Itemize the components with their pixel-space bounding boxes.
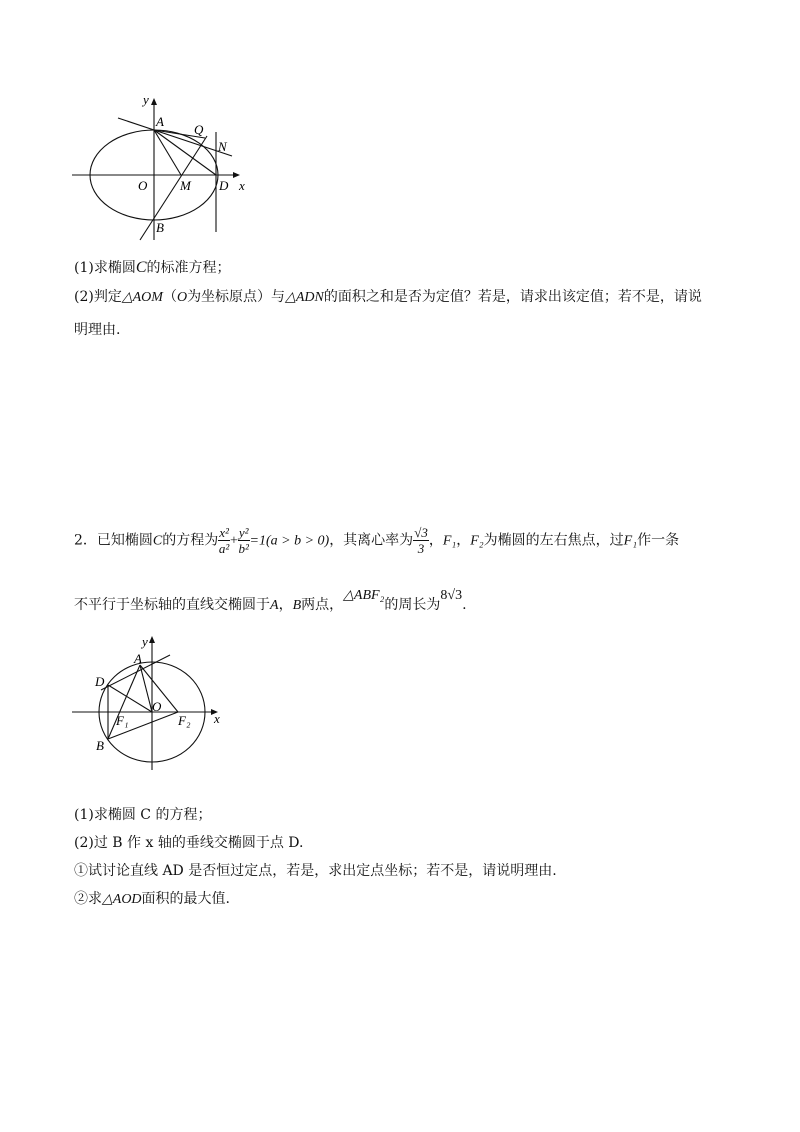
eq-plus: +: [229, 533, 238, 549]
p2-question-2-1: ①试讨论直线 AD 是否恒过定点，若是，求出定点坐标；若不是，请说明理由.: [74, 863, 557, 879]
p2-question-1: (1)求椭圆 C 的方程；: [74, 807, 212, 823]
p2-var-c: C: [152, 533, 163, 549]
fraction-eccentricity: $\frac{√3}{3}$: [414, 525, 428, 556]
p2-line2-a: 不平行于坐标轴的直线交椭圆于: [74, 597, 270, 613]
p1-q2-tri1: △AOM: [121, 290, 163, 305]
p2-stem-line1: [74, 526, 679, 555]
line-bq: [140, 136, 207, 240]
p1-q1-text-b: 的标准方程；: [146, 260, 231, 276]
label-a: A: [156, 114, 164, 129]
label-m: M: [180, 178, 191, 193]
label-b: B: [156, 220, 164, 235]
p2-line2-comma: ，: [278, 597, 293, 613]
y-arrow: [151, 98, 157, 105]
p1-q2-text-a: 判定: [93, 289, 122, 305]
label-n: N: [218, 139, 227, 154]
ellipse-figure-1: [60, 88, 260, 248]
p2-text-d: ，: [428, 532, 443, 549]
p2-q22-tri: △AOD: [102, 892, 142, 907]
eq-rhs: =1(a > b > 0): [249, 533, 330, 549]
ellipse-figure-2: [60, 628, 240, 778]
line-an: [118, 118, 232, 156]
p2-text-e: 为椭圆的左右焦点，过: [483, 532, 624, 549]
label2-f2: F₂: [178, 713, 191, 728]
label-q: Q: [194, 122, 204, 137]
label-d: D: [219, 178, 229, 193]
p1-q2-text-c: 的面积之和是否为定值？若是，请求出该定值；若不是，请说: [323, 289, 702, 305]
p2-pt-b: B: [292, 598, 302, 613]
p1-q2-paren: （: [162, 289, 177, 305]
p2-f1b: F₁: [623, 533, 638, 549]
p1-question-1: [74, 260, 231, 276]
label-y: y: [143, 92, 149, 107]
p1-q2-text-b: 为坐标原点）与: [187, 289, 286, 305]
p1-q1-var: C: [135, 259, 147, 276]
p2-perimeter: 8√3: [440, 588, 463, 603]
p2-text-a: 已知椭圆: [96, 532, 153, 549]
fraction-x2-a2: $\frac{\text{x²}}{\text{a²}}$: [218, 525, 230, 556]
p2-tri: △ABF₂: [343, 588, 385, 603]
p2-line2-b: 两点，: [301, 597, 344, 613]
p1-q1-num: (1): [74, 260, 94, 276]
p1-q2-text-d: 明理由.: [74, 322, 121, 338]
p2-q22-b: 面积的最大值.: [141, 891, 230, 907]
p2-f1: F₁: [442, 533, 457, 549]
p2-comma: ，: [456, 532, 471, 549]
p2-text-b: 的方程为: [162, 532, 219, 549]
p1-question-2-cont: [74, 323, 120, 337]
label2-b: B: [96, 738, 104, 753]
p1-q2-var-o: O: [176, 290, 188, 305]
p2-question-2: (2)过 B 作 x 轴的垂线交椭圆于点 D.: [74, 835, 304, 851]
p1-q2-tri2: △ADN: [285, 290, 324, 305]
p1-q2-num: (2): [74, 289, 94, 305]
segment-am: [154, 130, 181, 175]
label-o: O: [138, 178, 148, 193]
label2-a: A: [134, 651, 142, 666]
p2-line2-c: 的周长为: [384, 597, 441, 613]
p2-text-c: ，其离心率为: [329, 532, 414, 549]
label-x: x: [239, 178, 245, 193]
p2-line2-end: .: [462, 597, 467, 613]
p2-stem-line2: [74, 588, 467, 613]
p2-question-2-2: [74, 892, 230, 907]
p2-number: 2．: [74, 532, 97, 549]
label2-d: D: [95, 674, 105, 689]
label2-o: O: [152, 699, 162, 714]
y-arrow-2: [149, 636, 155, 643]
p2-f2: F₂: [470, 533, 484, 549]
p2-q22-a: ②求: [74, 891, 102, 907]
fraction-y2-b2: $\frac{\text{y²}}{\text{b²}}$: [238, 525, 249, 556]
p1-question-2: [74, 290, 702, 305]
p2-text-f: 作一条: [637, 532, 680, 549]
label2-f1: F₁: [116, 713, 129, 728]
label2-y: y: [142, 634, 148, 649]
p1-q1-text-a: 求椭圆: [93, 260, 136, 276]
label2-x: x: [214, 711, 220, 726]
p2-pt-a: A: [270, 598, 279, 613]
